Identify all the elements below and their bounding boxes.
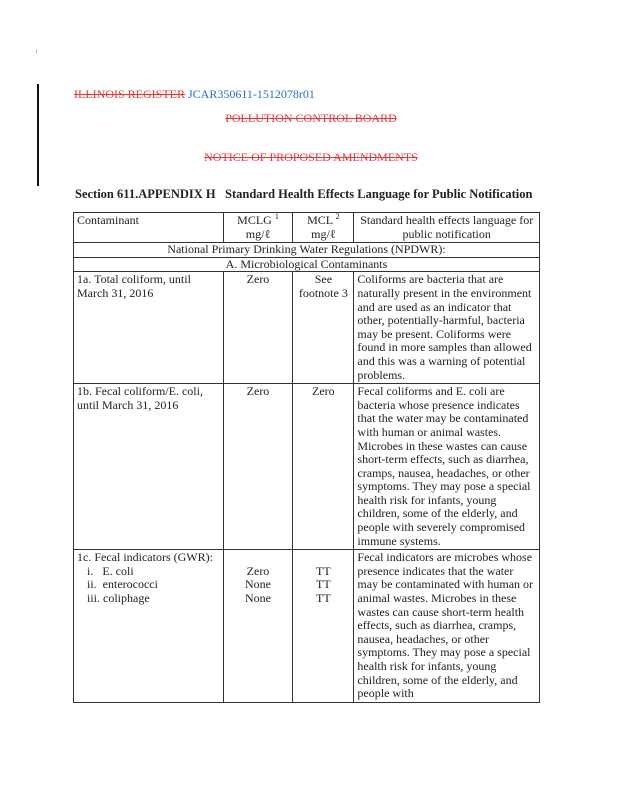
- row-contaminant: 1b. Fecal coliform/E. coli, until March 31, 2016: [74, 384, 224, 550]
- header-mclg-label: MCLG: [237, 213, 272, 227]
- health-effects-table: [73, 212, 540, 703]
- row-contaminant: [74, 550, 224, 703]
- table-header-row: [74, 213, 540, 243]
- subitem-mclg: Zero: [246, 563, 270, 578]
- subitem-mclg: None: [244, 577, 271, 592]
- section-title: Standard Health Effects Language for Public Notification: [225, 187, 533, 201]
- row-contaminant: 1a. Total coliform, until March 31, 2016: [74, 272, 224, 384]
- register-code: JCAR350611-1512078r01: [188, 87, 315, 101]
- subitem-label: iii. coliphage: [87, 591, 150, 606]
- header-mclg-unit: mg/ℓ: [245, 226, 271, 241]
- register-header: [74, 87, 315, 102]
- notice-header: NOTICE OF PROPOSED AMENDMENTS: [204, 150, 418, 164]
- table-row: [74, 550, 540, 703]
- section-heading: [75, 187, 532, 202]
- group-row: [74, 243, 540, 258]
- group-title: National Primary Drinking Water Regulations (NPDWR):: [74, 243, 540, 258]
- header-mcl: [293, 213, 354, 243]
- row-language: Fecal indicators are microbes whose presence indicates that the water may be contaminated with human or animal wastes. Microbes in these wastes can cause short-term health effects, such as diarrhea, cramps, nausea, headaches, or other symptoms. They may pose a special health risk for infants, young children, some of the elderly, and people with: [354, 550, 540, 703]
- footnote-1-ref: 1: [274, 212, 279, 221]
- margin-tick: [36, 49, 37, 53]
- row-mcl: See footnote 3: [293, 272, 354, 384]
- header-contaminant: Contaminant: [74, 213, 224, 243]
- board-header: POLLUTION CONTROL BOARD: [225, 111, 397, 125]
- register-title-struck: ILLINOIS REGISTER: [74, 87, 185, 101]
- subitem-mcl: TT: [316, 577, 331, 592]
- row-language: Fecal coliforms and E. coli are bacteria whose presence indicates that the water may be contaminated with human or animal wastes. Microbes in these wastes can cause short-term effects, such as diarrhea, cramps, nausea, headaches, or other symptoms. They may pose a special health risk for infants, young children, some of the elderly, and people with severely compromised immune systems.: [354, 384, 540, 550]
- header-mclg: [223, 213, 293, 243]
- change-bar: [37, 84, 39, 186]
- subgroup-row: [74, 257, 540, 272]
- row-mcl: [293, 550, 354, 703]
- subitem-mclg: None: [244, 591, 271, 606]
- subitem-label: i. E. coli: [87, 563, 134, 578]
- footnote-2-ref: 2: [335, 212, 340, 221]
- subitem-mcl: TT: [316, 591, 331, 606]
- row-mclg: [223, 550, 293, 703]
- row-mcl: Zero: [293, 384, 354, 550]
- subitem-label: ii. enterococci: [87, 577, 158, 592]
- subitem-mcl: TT: [316, 563, 331, 578]
- header-mcl-label: MCL: [307, 213, 333, 227]
- header-mcl-unit: mg/ℓ: [311, 226, 336, 241]
- row-language: Coliforms are bacteria that are naturally present in the environment and are used as an indicator that other, potentially-harmful, bacteria may be present. Coliforms were found in more samples than allowed and this was a warning of potential problems.: [354, 272, 540, 384]
- table-row: [74, 272, 540, 384]
- row-contaminant-title: 1c. Fecal indicators (GWR):: [77, 550, 213, 565]
- row-mclg: Zero: [223, 272, 293, 384]
- header-language: Standard health effects language for public notification: [354, 213, 540, 243]
- table-row: [74, 384, 540, 550]
- section-number: Section 611.APPENDIX H: [75, 187, 216, 201]
- row-mclg: Zero: [223, 384, 293, 550]
- subgroup-title: A. Microbiological Contaminants: [74, 257, 540, 272]
